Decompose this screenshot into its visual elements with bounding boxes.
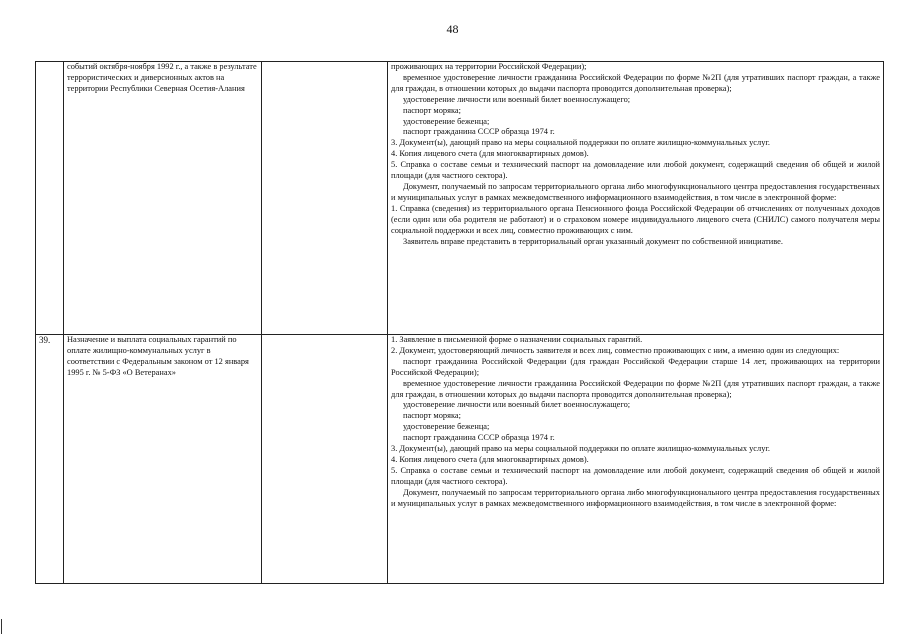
service-name-cell: Назначение и выплата социальных гарантий по оплате жилищно-коммунальных услуг в соответствии с Федеральным законом от 12 января 1995 г. № 5-ФЗ «О Ветеранах» xyxy=(64,335,262,584)
doc-line: проживающих на территории Российской Федерации); xyxy=(391,62,587,71)
doc-line: 4. Копия лицевого счета (для многоквартирных домов). xyxy=(391,149,589,159)
documents-cell xyxy=(388,335,884,584)
row-number-cell: 39. xyxy=(36,335,64,584)
scan-edge-mark xyxy=(1,619,2,634)
doc-line: удостоверение личности или военный билет военнослужащего; xyxy=(403,400,631,410)
doc-line: 5. Справка о составе семьи и технический паспорт на домовладение или любой документ, содержащий сведения об общей и жилой площади (для частного сектора). xyxy=(391,160,880,181)
doc-line: паспорт гражданина СССР образца 1974 г. xyxy=(403,433,555,443)
table-row xyxy=(36,62,884,335)
doc-line: удостоверение личности или военный билет военнослужащего; xyxy=(403,94,631,104)
doc-line: паспорт гражданина СССР образца 1974 г. xyxy=(403,127,555,137)
empty-cell xyxy=(262,62,388,335)
doc-line: паспорт гражданина Российской Федерации (для граждан Российской Федерации старше 14 лет, проживающих на территории Российской Федерации); xyxy=(391,356,880,377)
doc-line: 1. Справка (сведения) из территориального органа Пенсионного фонда Российской Федерации об отчислениях от полученных доходов (если один или оба родителя не работают) и о страховом номере индивидуального лицевого счета (СНИЛС) самого получателя меры социальной поддержки и всех лиц, совместно проживающих с ним. xyxy=(391,203,880,235)
doc-line: временное удостоверение личности гражданина Российской Федерации по форме №2П (для утративших паспорт граждан, а также для граждан, в отношении которых до выдачи паспорта проводится дополнительная проверка); xyxy=(391,378,880,399)
doc-line: 4. Копия лицевого счета (для многоквартирных домов). xyxy=(391,454,589,464)
empty-cell xyxy=(262,335,388,584)
page-number: 48 xyxy=(446,22,459,36)
doc-line: Заявитель вправе представить в территориальный орган указанный документ по собственной инициативе. xyxy=(403,236,783,246)
doc-line: 3. Документ(ы), дающий право на меры социальной поддержки по оплате жилищно-коммунальных услуг. xyxy=(391,444,770,454)
doc-line: 2. Документ, удостоверяющий личность заявителя и всех лиц, совместно проживающих с ним, а именно один из следующих: xyxy=(391,345,840,355)
doc-line: паспорт моряка; xyxy=(403,105,461,115)
doc-line: удостоверение беженца; xyxy=(403,116,490,126)
services-table xyxy=(35,61,884,584)
service-name-cell: событий октября-ноября 1992 г., а также в результате террористических и диверсионных актов на территории Республики Северная Осетия-Алания xyxy=(64,62,262,335)
doc-line: временное удостоверение личности гражданина Российской Федерации по форме №2П (для утративших паспорт граждан, а также для граждан, в отношении которых до выдачи паспорта проводится дополнительная проверка); xyxy=(391,72,880,93)
doc-line: паспорт моряка; xyxy=(403,411,461,421)
doc-line: Документ, получаемый по запросам территориального органа либо многофункционального центра предоставления государственных и муниципальных услуг в рамках межведомственного информационного взаимодействия, в том числе в электронной форме: xyxy=(391,487,880,508)
row-number-cell xyxy=(36,62,64,335)
doc-line: Документ, получаемый по запросам территориального органа либо многофункционального центра предоставления государственных и муниципальных услуг в рамках межведомственного информационного взаимодействия, в том числе в электронной форме: xyxy=(391,181,880,202)
doc-line: 3. Документ(ы), дающий право на меры социальной поддержки по оплате жилищно-коммунальных услуг. xyxy=(391,138,770,148)
documents-cell xyxy=(388,62,884,335)
doc-line: удостоверение беженца; xyxy=(403,422,490,432)
doc-line: 5. Справка о составе семьи и технический паспорт на домовладение или любой документ, содержащий сведения об общей и жилой площади (для частного сектора). xyxy=(391,465,880,486)
table-row xyxy=(36,335,884,584)
doc-line: 1. Заявление в письменной форме о назначении социальных гарантий. xyxy=(391,335,643,344)
